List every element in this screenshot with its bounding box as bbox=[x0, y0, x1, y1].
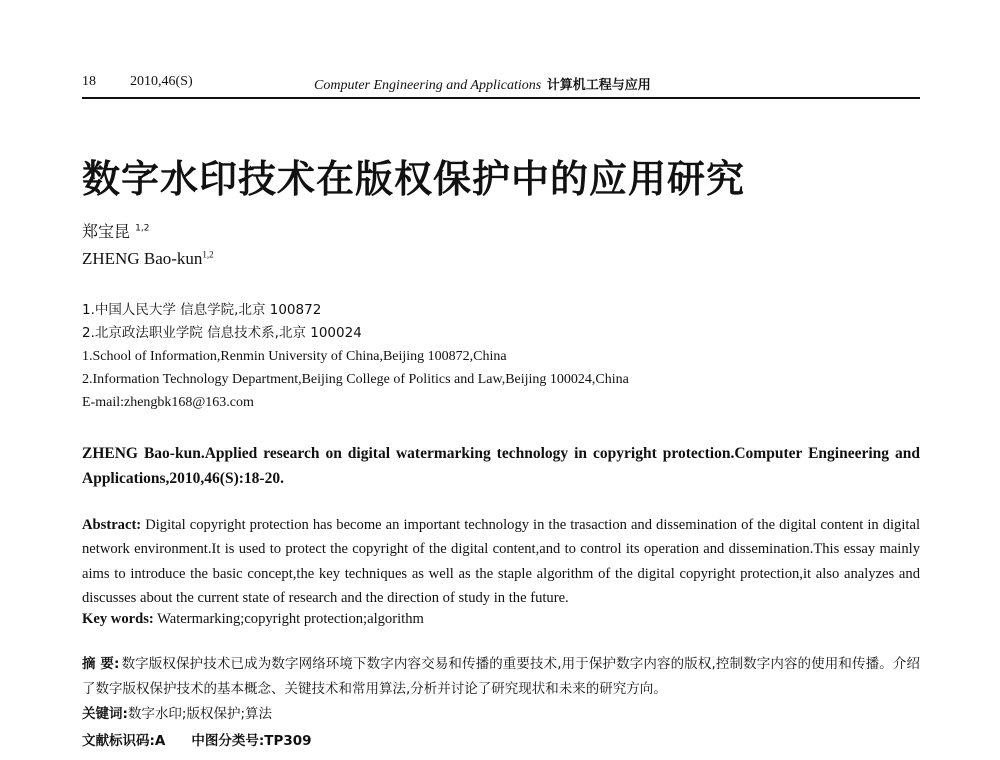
document-code: 文献标识码:A bbox=[82, 733, 166, 749]
affiliation-cn-2: 2.北京政法职业学院 信息技术系,北京 100024 bbox=[82, 325, 362, 341]
keywords-cn-label: 关键词: bbox=[82, 706, 128, 722]
abstract-cn bbox=[82, 652, 920, 702]
page-number: 18 bbox=[82, 74, 96, 89]
citation: ZHENG Bao-kun.Applied research on digital watermarking technology in copyright protection.Computer Engineering and Applications,2010,46(S):18-20. bbox=[82, 445, 920, 487]
author-cn-affil-marker: 1,2 bbox=[135, 223, 150, 234]
author-email: E-mail:zhengbk168@163.com bbox=[82, 395, 254, 410]
author-en-affil-marker: 1,2 bbox=[202, 249, 214, 260]
author-en-text: ZHENG Bao-kun bbox=[82, 249, 203, 268]
paper-title: 数字水印技术在版权保护中的应用研究 bbox=[82, 156, 746, 201]
keywords-text: Watermarking;copyright protection;algorithm bbox=[157, 611, 424, 627]
author-cn-text: 郑宝昆 bbox=[82, 222, 131, 241]
keywords-label: Key words: bbox=[82, 611, 154, 627]
abstract-en bbox=[82, 513, 920, 611]
keywords-cn-text: 数字水印;版权保护;算法 bbox=[127, 706, 273, 722]
affiliations bbox=[82, 299, 629, 414]
journal-name bbox=[314, 74, 651, 94]
journal-name-cn: 计算机工程与应用 bbox=[546, 78, 651, 93]
document-identifiers bbox=[82, 729, 312, 749]
abstract-cn-text: 数字版权保护技术已成为数字网络环境下数字内容交易和传播的重要技术,用于保护数字内容的版权,控制数字内容的使用和传播。介绍了数字版权保护技术的基本概念、关键技术和常用算法,分析并讨论了研究现状和未来的研究方向。 bbox=[82, 656, 920, 697]
journal-name-en: Computer Engineering and Applications bbox=[314, 78, 542, 93]
affiliation-en-2: 2.Information Technology Department,Beijing College of Politics and Law,Beijing 100024,China bbox=[82, 372, 629, 387]
author-name-en bbox=[82, 249, 214, 269]
keywords-cn bbox=[82, 702, 272, 722]
header-rule bbox=[82, 97, 920, 99]
affiliation-en-1: 1.School of Information,Renmin University of China,Beijing 100872,China bbox=[82, 349, 507, 364]
abstract-cn-label: 摘 要: bbox=[82, 656, 120, 672]
author-name-cn bbox=[82, 219, 149, 242]
affiliation-cn-1: 1.中国人民大学 信息学院,北京 100872 bbox=[82, 302, 322, 318]
abstract-label: Abstract: bbox=[82, 517, 142, 533]
running-header bbox=[82, 72, 920, 94]
abstract-text: Digital copyright protection has become an important technology in the trasaction and dissemination of the digital content in digital network environment.It is used to protect the copyright of the digital content,and to control its operation and dissemination.This essay mainly aims to introduce the basic concept,the key techniques as well as the staple algorithm of the digital copyright protection,it also analyzes and discusses about the current state of research and the direction of study in the future. bbox=[82, 517, 920, 607]
clc-number: 中图分类号:TP309 bbox=[191, 733, 312, 749]
keywords-en bbox=[82, 611, 424, 628]
volume-issue: 2010,46(S) bbox=[130, 74, 193, 89]
